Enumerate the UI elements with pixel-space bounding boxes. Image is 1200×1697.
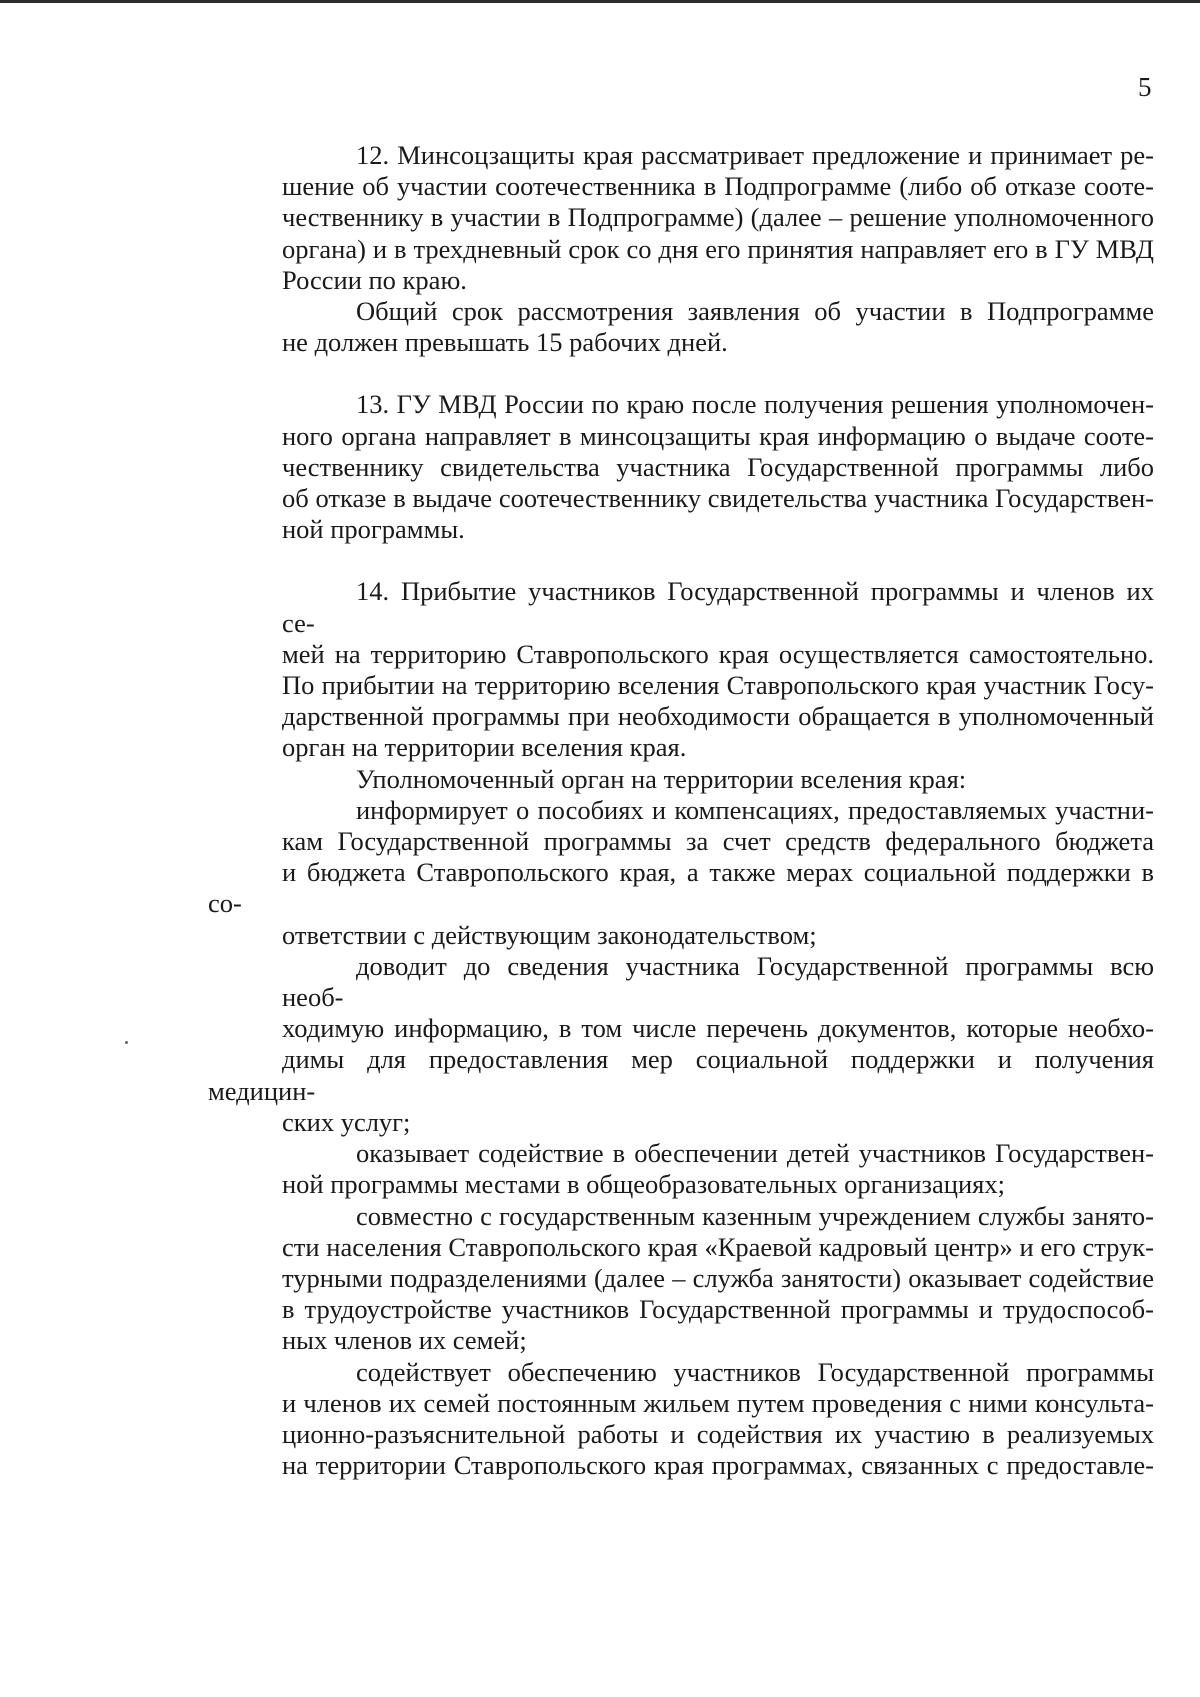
text-line: димы для предоставления мер социальной поддержки и получения медицин-: [208, 1044, 1154, 1106]
text-line: ходимую информацию, в том числе перечень документов, которые необхо-: [282, 1013, 1154, 1044]
text-line: шение об участии соотечественника в Подпрограмме (либо об отказе сооте-: [282, 171, 1154, 202]
text-line: чественнику свидетельства участника Государственной программы либо: [282, 451, 1154, 482]
text-line: ных членов их семей;: [282, 1325, 527, 1356]
scan-speck: [125, 1041, 128, 1044]
text-line: ной программы.: [282, 514, 465, 545]
text-line: об отказе в выдаче соотечественнику свидетельства участника Государствен-: [282, 483, 1154, 514]
text-line: России по краю.: [282, 264, 467, 295]
text-line: и членов их семей постоянным жильем путем проведения с ними консульта-: [282, 1387, 1154, 1418]
text-line: информирует о пособиях и компенсациях, предоставляемых участни-: [356, 794, 1154, 825]
text-line: дарственной программы при необходимости обращается в уполномоченный: [282, 701, 1154, 732]
text-line: ционно-разъяснительной работы и содействия их участию в реализуемых: [282, 1418, 1154, 1449]
paragraph-14-informs: [208, 795, 1154, 951]
text-line: орган на территории вселения края.: [282, 732, 687, 763]
text-line: содействует обеспечению участников Государственной программы: [356, 1356, 1154, 1387]
text-line: Общий срок рассмотрения заявления об участии в Подпрограмме: [356, 296, 1154, 327]
text-line: кам Государственной программы за счет средств федерального бюджета: [282, 826, 1154, 857]
paragraph-13: [208, 389, 1154, 545]
text-line: доводит до сведения участника Государственной программы всю необ-: [282, 950, 1154, 1013]
text-line: ного органа направляет в минсоцзащиты края информацию о выдаче сооте-: [282, 420, 1154, 451]
text-line: и бюджета Ставропольского края, а также мерах социальной поддержки в со-: [208, 857, 1154, 919]
text-line: не должен превышать 15 рабочих дней.: [282, 327, 728, 358]
text-line: оказывает содействие в обеспечении детей участников Государствен-: [356, 1138, 1154, 1169]
paragraph-14-intro: [208, 764, 1154, 795]
text-line: совместно с государственным казенным учреждением службы занято-: [356, 1200, 1154, 1231]
text-line: мей на территорию Ставропольского края осуществляется самостоятельно.: [282, 638, 1154, 669]
paragraph-14-schools: [208, 1138, 1154, 1200]
text-line: 12. Минсоцзащиты края рассматривает предложение и принимает ре-: [356, 140, 1154, 170]
document-body: [208, 140, 1154, 1481]
text-line: ответствии с действующим законодательством;: [282, 919, 817, 950]
text-line: 13. ГУ МВД России по краю после получения решения уполномочен-: [356, 389, 1154, 420]
text-line: Уполномоченный орган на территории вселения края:: [356, 763, 967, 794]
paragraph-12-term: [208, 296, 1154, 358]
text-line: сти населения Ставропольского края «Краевой кадровый центр» и его струк-: [282, 1231, 1154, 1262]
page-number: 5: [1138, 72, 1152, 102]
text-line: 14. Прибытие участников Государственной программы и членов их се-: [282, 576, 1154, 638]
text-line: органа) и в трехдневный срок со дня его принятия направляет его в ГУ МВД: [282, 233, 1154, 264]
text-line: чественнику в участии в Подпрограмме) (далее – решение уполномоченного: [282, 202, 1154, 233]
text-line: на территории Ставропольского края программах, связанных с предоставле-: [282, 1450, 1154, 1481]
paragraph-12: [208, 140, 1154, 296]
paragraph-14: [208, 576, 1154, 763]
text-line: ной программы местами в общеобразовательных организациях;: [282, 1169, 1005, 1200]
text-line: турными подразделениями (далее – служба занятости) оказывает содействие: [282, 1262, 1154, 1293]
text-line: По прибытии на территорию вселения Ставропольского края участник Госу-: [282, 670, 1154, 701]
text-line: в трудоустройстве участников Государственной программы и трудоспособ-: [282, 1294, 1154, 1325]
text-line: ских услуг;: [282, 1106, 411, 1137]
paragraph-14-employment: [208, 1201, 1154, 1357]
paragraph-14-housing: [208, 1357, 1154, 1482]
top-border-line: [0, 0, 1200, 3]
paragraph-14-notifies: [208, 951, 1154, 1138]
